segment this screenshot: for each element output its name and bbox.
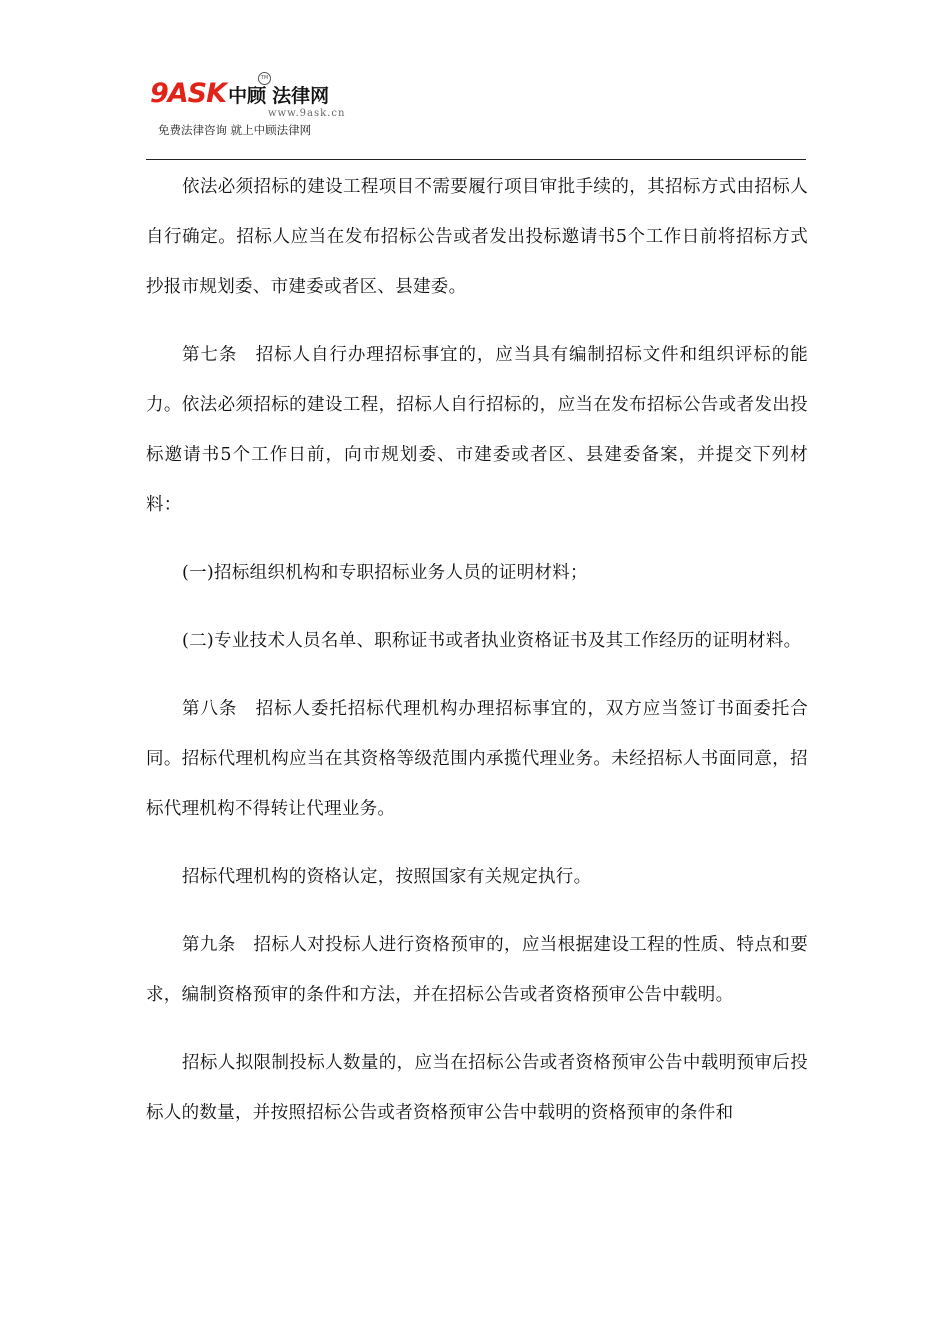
site-url: www.9ask.cn [268,108,346,119]
paragraph-1: 依法必须招标的建设工程项目不需要履行项目审批手续的，其招标方式由招标人自行确定。招标人应当在发布招标公告或者发出投标邀请书5个工作日前将招标方式抄报市规划委、市建委或者区、县建委。 [146,177,808,297]
paragraph-article-7: 第七条 招标人自行办理招标事宜的，应当具有编制招标文件和组织评标的能力。依法必须招标的建设工程，招标人自行招标的，应当在发布招标公告或者发出投标邀请书5个工作日前，向市规划委、市建委或者区、县建委备案，并提交下列材料： [146,345,808,515]
paragraph-item-1: (一)招标组织机构和专职招标业务人员的证明材料； [182,563,588,583]
site-slogan: 免费法律咨询 就上中顾法律网 [158,123,312,137]
paragraph-bidder-limit: 招标人拟限制投标人数量的，应当在招标公告或者资格预审公告中载明预审后投标人的数量，并按照招标公告或者资格预审公告中载明的资格预审的条件和 [146,1053,808,1123]
header-divider [146,159,806,160]
trademark-icon: TM [258,72,271,85]
site-header [150,74,350,140]
paragraph-article-8: 第八条 招标人委托招标代理机构办理招标事宜的，双方应当签订书面委托合同。招标代理机构应当在其资格等级范围内承揽代理业务。未经招标人书面同意，招标代理机构不得转让代理业务。 [146,699,808,819]
paragraph-item-2: (二)专业技术人员名单、职称证书或者执业资格证书及其工作经历的证明材料。 [182,631,802,651]
logo-brand-text: 9ASK [150,78,227,109]
document-body [146,162,808,1138]
logo-name-part2: 法律网 [272,85,330,107]
paragraph-article-9: 第九条 招标人对投标人进行资格预审的，应当根据建设工程的性质、特点和要求，编制资格预审的条件和方法，并在招标公告或者资格预审公告中载明。 [146,935,808,1005]
logo[interactable] [150,78,329,112]
paragraph-agency-qualification: 招标代理机构的资格认定，按照国家有关规定执行。 [182,867,592,887]
logo-name-part1: 中顾 [228,85,267,107]
